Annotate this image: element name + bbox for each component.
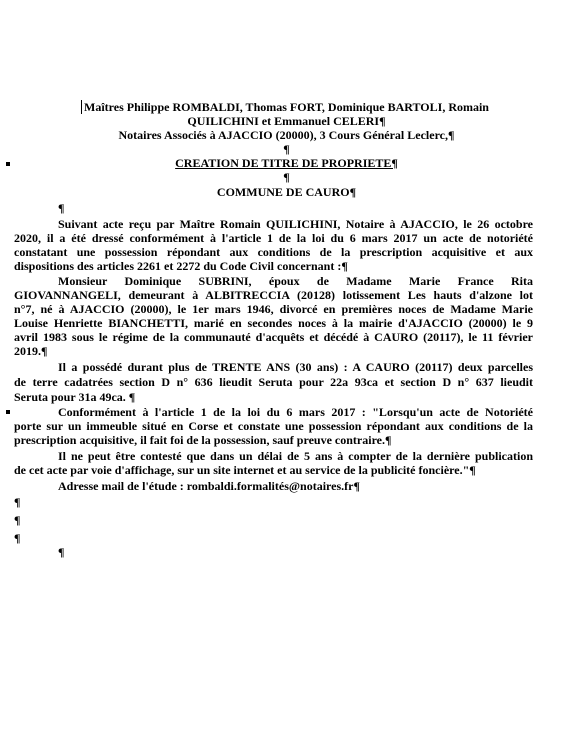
header-notaries-line: Maîtres Philippe ROMBALDI, Thomas FORT, Dominique BARTOLI, Romain bbox=[84, 100, 489, 114]
paragraph-5-line: Il ne peut être contesté que dans un délai de 5 ans à compter de la dernière publication bbox=[58, 449, 533, 463]
header-address-line: Notaires Associés à AJACCIO (20000), 3 Cours Général Leclerc,¶ bbox=[118, 128, 455, 142]
paragraph-1-line: Suivant acte reçu par Maître Romain QUILICHINI, Notaire à AJACCIO, le 26 octobre bbox=[58, 217, 533, 231]
paragraph-5-line: de cet acte par voie d'affichage, sur un site internet et au service de la publicité foncière."¶ bbox=[14, 463, 476, 477]
paragraph-1-line: constatant une possession répondant aux conditions de la prescription acquisitive et aux bbox=[14, 245, 533, 259]
paragraph-3-line: Il a possédé durant plus de TRENTE ANS (30 ans) : A CAURO (20117) deux parcelles bbox=[58, 360, 533, 374]
paragraph-2-line: 2019.¶ bbox=[14, 344, 48, 358]
paragraph-4-line: Conformément à l'article 1 de la loi du 6 mars 2017 : "Lorsqu'un acte de Notoriété bbox=[58, 405, 533, 419]
paragraph-1-line: 2020, il a été dressé conformément à l'article 1 de la loi du 6 mars 2017 un acte de notoriété bbox=[14, 231, 533, 245]
office-email-line: Adresse mail de l'étude : rombaldi.formalités@notaires.fr¶ bbox=[58, 479, 360, 493]
paragraph-mark: ¶ bbox=[283, 170, 290, 184]
paragraph-4-line: porte sur un immeuble situé en Corse et constate une possession répondant aux conditions de la bbox=[14, 419, 533, 433]
paragraph-mark: ¶ bbox=[283, 142, 290, 156]
paragraph-3-line: Seruta pour 31a 49ca. ¶ bbox=[14, 390, 136, 404]
paragraph-2-line: GIOVANNANGELI, demeurant à ALBITRECCIA (20128) lotissement Les hauts d'alzone lot bbox=[14, 288, 533, 302]
paragraph-mark: ¶ bbox=[58, 545, 65, 559]
document-title: CREATION DE TITRE DE PROPRIETE¶ bbox=[175, 156, 398, 170]
paragraph-mark: ¶ bbox=[14, 531, 21, 545]
paragraph-4-line: prescription acquisitive, il fait foi de la possession, sauf preuve contraire.¶ bbox=[14, 433, 392, 447]
paragraph-2-line: Louise Henriette BIANCHETTI, marié en secondes noces à la mairie d'AJACCIO (20000) le 9 bbox=[14, 316, 533, 330]
paragraph-2-line: n°7, né à AJACCIO (20000), le 1er mars 1946, divorcé en premières noces de Madame Marie bbox=[14, 302, 533, 316]
paragraph-2-line: avril 1983 sous le régime de la communauté d'acquêts et décédé à CAURO (20117), le 11 février bbox=[14, 330, 533, 344]
paragraph-2-line: Monsieur Dominique SUBRINI, époux de Madame Marie France Rita bbox=[58, 274, 533, 288]
paragraph-mark: ¶ bbox=[58, 201, 65, 215]
paragraph-1-line: dispositions des articles 2261 et 2272 du Code Civil concernant :¶ bbox=[14, 259, 348, 273]
paragraph-mark: ¶ bbox=[14, 513, 21, 527]
paragraph-bullet-marker bbox=[6, 410, 10, 414]
commune-heading: COMMUNE DE CAURO¶ bbox=[216, 185, 357, 199]
header-notaries-line-2: QUILICHINI et Emmanuel CELERI¶ bbox=[187, 114, 386, 128]
paragraph-3-line: de terre cadatrées section D n° 636 lieudit Seruta pour 22a 93ca et section D n° 637 lieudit bbox=[14, 375, 533, 389]
paragraph-mark: ¶ bbox=[14, 495, 21, 509]
